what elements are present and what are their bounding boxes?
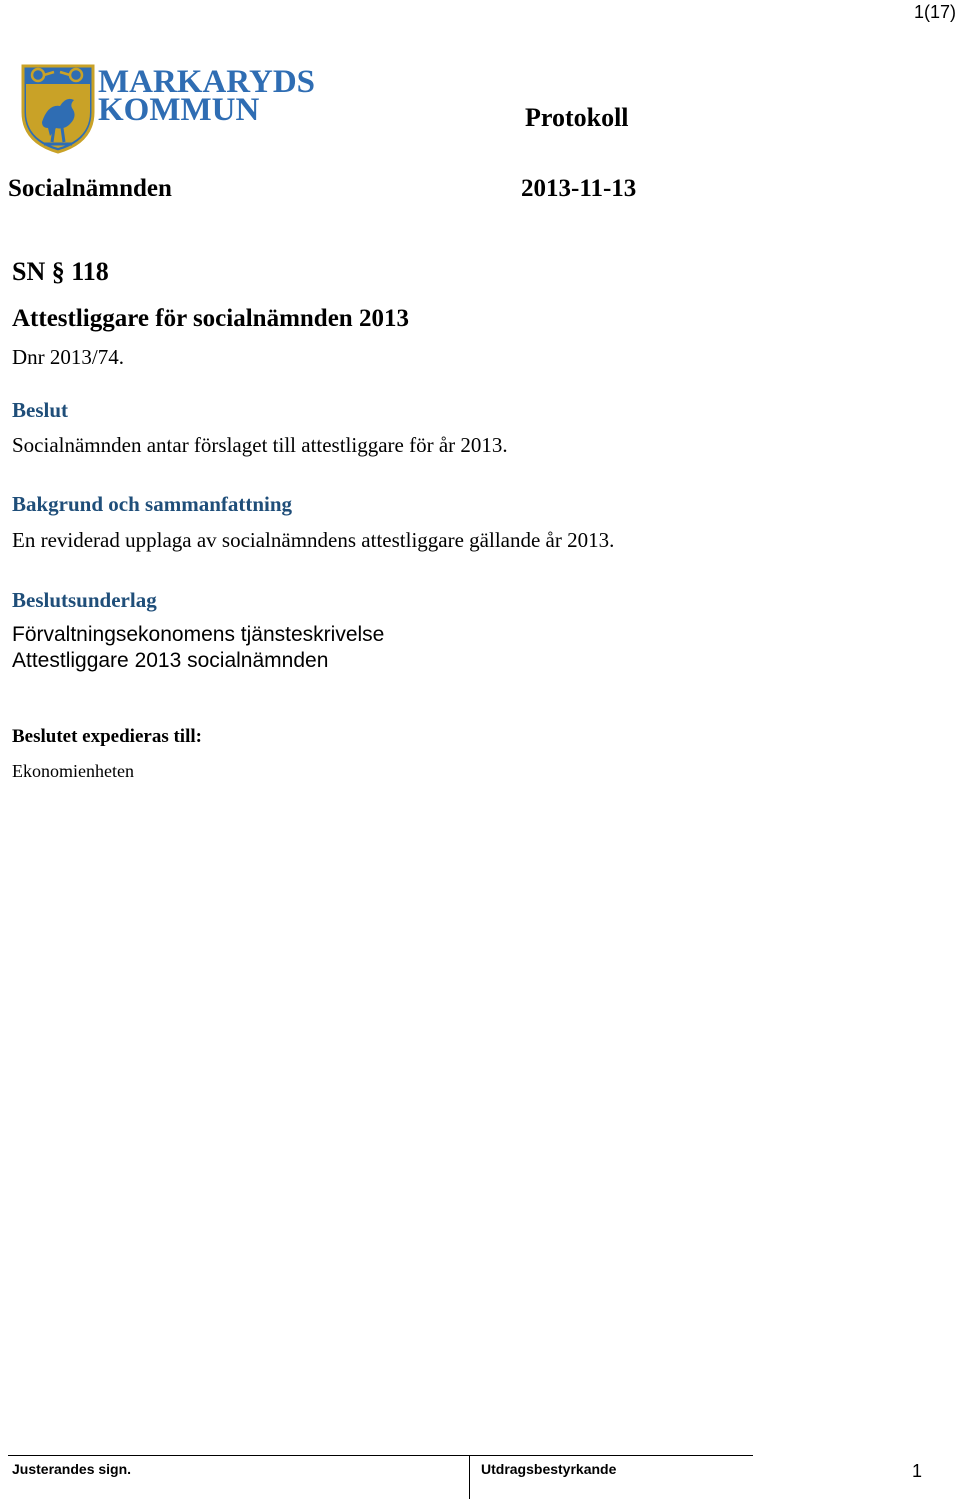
meeting-date: 2013-11-13: [521, 175, 637, 202]
basis-heading: Beslutsunderlag: [12, 588, 157, 612]
coat-of-arms-icon: [23, 66, 93, 152]
footer-justering-label: Justerandes sign.: [12, 1461, 132, 1477]
paragraph-number: SN § 118: [12, 257, 109, 286]
logo-line-2: KOMMUN: [98, 92, 260, 128]
decision-heading: Beslut: [12, 398, 69, 422]
basis-item: Attestliggare 2013 socialnämnden: [12, 649, 329, 672]
logo-line-1: MARKARYDS: [98, 64, 315, 100]
footer-divider: [469, 1455, 470, 1499]
footer-page-number: 1: [911, 1461, 922, 1481]
decision-text: Socialnämnden antar förslaget till attestliggare för år 2013.: [12, 433, 508, 457]
background-text: En reviderad upplaga av socialnämndens attestliggare gällande år 2013.: [12, 528, 615, 552]
footer-rule: [8, 1455, 753, 1456]
dispatch-recipient: Ekonomienheten: [12, 761, 134, 781]
case-title: Attestliggare för socialnämnden 2013: [12, 305, 409, 332]
background-heading: Bakgrund och sammanfattning: [12, 492, 293, 516]
document-type: Protokoll: [525, 103, 629, 132]
municipality-logo: [20, 62, 315, 154]
dispatch-heading: Beslutet expedieras till:: [12, 726, 202, 747]
committee-name: Socialnämnden: [8, 175, 172, 202]
footer-utdrag-label: Utdragsbestyrkande: [481, 1461, 617, 1477]
registration-number: Dnr 2013/74.: [12, 345, 124, 369]
basis-item: Förvaltningsekonomens tjänsteskrivelse: [12, 623, 385, 646]
page-counter: 1(17): [913, 2, 956, 22]
